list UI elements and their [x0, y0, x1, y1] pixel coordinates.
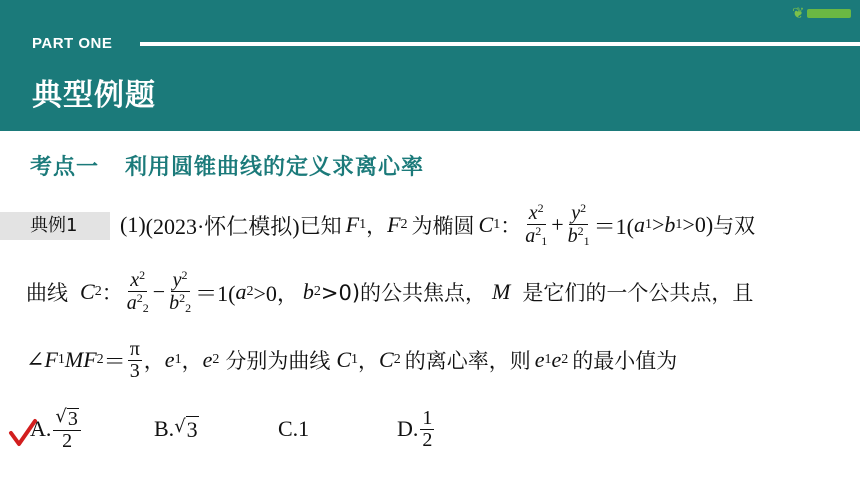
comma: ，	[181, 349, 203, 373]
var-F: F	[83, 347, 97, 372]
subscript: 2	[561, 352, 569, 367]
part-divider	[140, 42, 860, 46]
subscript: 1	[174, 352, 182, 367]
numerator: π	[129, 337, 140, 360]
var-M: M	[64, 347, 84, 372]
numerator: y	[571, 202, 581, 225]
exponent: 2	[535, 224, 542, 239]
greater-than: >	[651, 212, 665, 237]
subscript: 1	[541, 234, 548, 249]
var-b: b	[664, 212, 676, 237]
var-a: a	[235, 279, 247, 304]
text-segment: 的最小值为	[572, 349, 678, 373]
question-line-3	[26, 330, 677, 390]
fraction-y2-b2	[167, 269, 193, 315]
option-c[interactable]	[278, 398, 309, 460]
subscript: 2	[313, 284, 321, 299]
denominator: 3	[129, 359, 140, 382]
question-source: (2023·怀仁模拟)	[145, 213, 300, 239]
var-C: C	[379, 347, 394, 372]
numerator: 1	[422, 406, 433, 429]
var-b: b	[302, 279, 314, 304]
var-e: e	[551, 347, 562, 372]
equals-sign: ＝	[103, 348, 126, 374]
page-title: 典型例题	[32, 78, 156, 113]
option-d-label: D.	[397, 416, 419, 441]
example-tag: 典例1	[0, 212, 110, 240]
subscript: 2	[393, 352, 401, 367]
radicand: 3	[67, 408, 78, 430]
subscript: 1	[57, 352, 65, 367]
numerator: x	[528, 202, 538, 225]
numerator: x	[130, 269, 140, 292]
fraction-1-2	[420, 408, 434, 451]
denominator: a	[126, 292, 137, 315]
answer-check-icon	[8, 418, 38, 448]
subscript: 2	[94, 284, 102, 299]
logo-wordmark	[807, 9, 851, 18]
exponent: 2	[181, 268, 188, 283]
fraction-x2-a1	[523, 202, 549, 248]
condition: >0)	[682, 212, 714, 237]
colon: ：	[101, 281, 123, 305]
angle-symbol: ∠	[26, 347, 45, 372]
subscript: 1	[351, 352, 359, 367]
subscript: 2	[400, 217, 408, 232]
option-b[interactable]: B. √ 3	[154, 415, 198, 442]
subscript: 1	[359, 217, 367, 232]
question-line-1	[120, 196, 755, 254]
option-c-label: C.1	[278, 416, 310, 441]
option-d[interactable]	[397, 398, 436, 460]
colon: ：	[500, 214, 522, 238]
question-number: (1)	[120, 212, 146, 237]
question-line-2	[26, 262, 753, 322]
text-segment: >0)的公共焦点，	[320, 281, 487, 305]
var-M: M	[492, 279, 511, 304]
subscript: 2	[185, 301, 192, 316]
condition: >0，	[253, 280, 299, 306]
denominator: b	[169, 292, 180, 315]
text-segment: 是它们的一个公共点，且	[522, 281, 754, 305]
fraction-x2-a2	[125, 269, 151, 315]
var-e: e	[202, 347, 213, 372]
subscript: 2	[96, 352, 104, 367]
text-segment: 已知	[299, 214, 342, 238]
text-segment: 与双	[713, 214, 756, 238]
denominator: b	[567, 225, 578, 248]
var-F: F	[44, 347, 58, 372]
subscript: 1	[544, 352, 552, 367]
answer-options	[0, 398, 860, 460]
text-segment: 曲线	[26, 281, 68, 305]
text-segment: 的离心率，则	[404, 349, 531, 373]
leaf-logo-icon: ❦	[792, 3, 805, 22]
text-segment: 分别为曲线	[225, 349, 331, 373]
equals-one: ＝1(	[593, 213, 634, 239]
var-C: C	[478, 212, 494, 237]
check-stroke	[11, 421, 35, 444]
subscript: 1	[644, 217, 652, 232]
fraction-sqrt3-2: √ 3 2	[53, 406, 80, 452]
exponent: 2	[577, 224, 584, 239]
exponent: 2	[139, 268, 146, 283]
exponent: 2	[179, 291, 186, 306]
denominator: 2	[422, 428, 433, 451]
var-C: C	[336, 347, 352, 372]
var-e: e	[534, 347, 545, 372]
title-banner	[0, 0, 860, 131]
var-F: F	[387, 212, 401, 237]
minus-sign: −	[152, 279, 166, 304]
option-a-label: A.	[30, 416, 52, 441]
equals-one: ＝1(	[195, 280, 236, 306]
plus-sign: +	[551, 212, 564, 237]
exponent: 2	[580, 201, 587, 216]
exponent: 2	[136, 291, 143, 306]
subscript: 2	[142, 301, 149, 316]
subscript: 2	[212, 352, 220, 367]
subscript: 1	[583, 234, 590, 249]
radicand: 3	[186, 416, 198, 442]
subscript: 2	[246, 284, 254, 299]
comma: ，	[143, 349, 165, 373]
var-a: a	[633, 212, 645, 237]
var-C: C	[80, 279, 95, 304]
section-title	[30, 150, 424, 181]
subscript: 1	[493, 217, 501, 232]
exponent: 2	[537, 201, 544, 216]
numerator: y	[172, 269, 182, 292]
subscript: 1	[675, 217, 683, 232]
fraction-pi-3	[128, 339, 142, 382]
text-segment: 为椭圆	[411, 214, 475, 238]
part-label: PART ONE	[32, 35, 113, 52]
section-label: 考点一	[30, 155, 100, 180]
brand-logo	[792, 2, 856, 24]
denominator: a	[525, 225, 536, 248]
var-e: e	[164, 347, 175, 372]
denominator: 2	[62, 430, 73, 452]
comma: ，	[366, 214, 388, 238]
section-text: 利用圆锥曲线的定义求离心率	[125, 155, 425, 180]
comma: ，	[358, 349, 380, 373]
var-F: F	[345, 212, 360, 237]
fraction-y2-b1	[566, 202, 592, 248]
option-b-label: B.	[154, 416, 175, 441]
